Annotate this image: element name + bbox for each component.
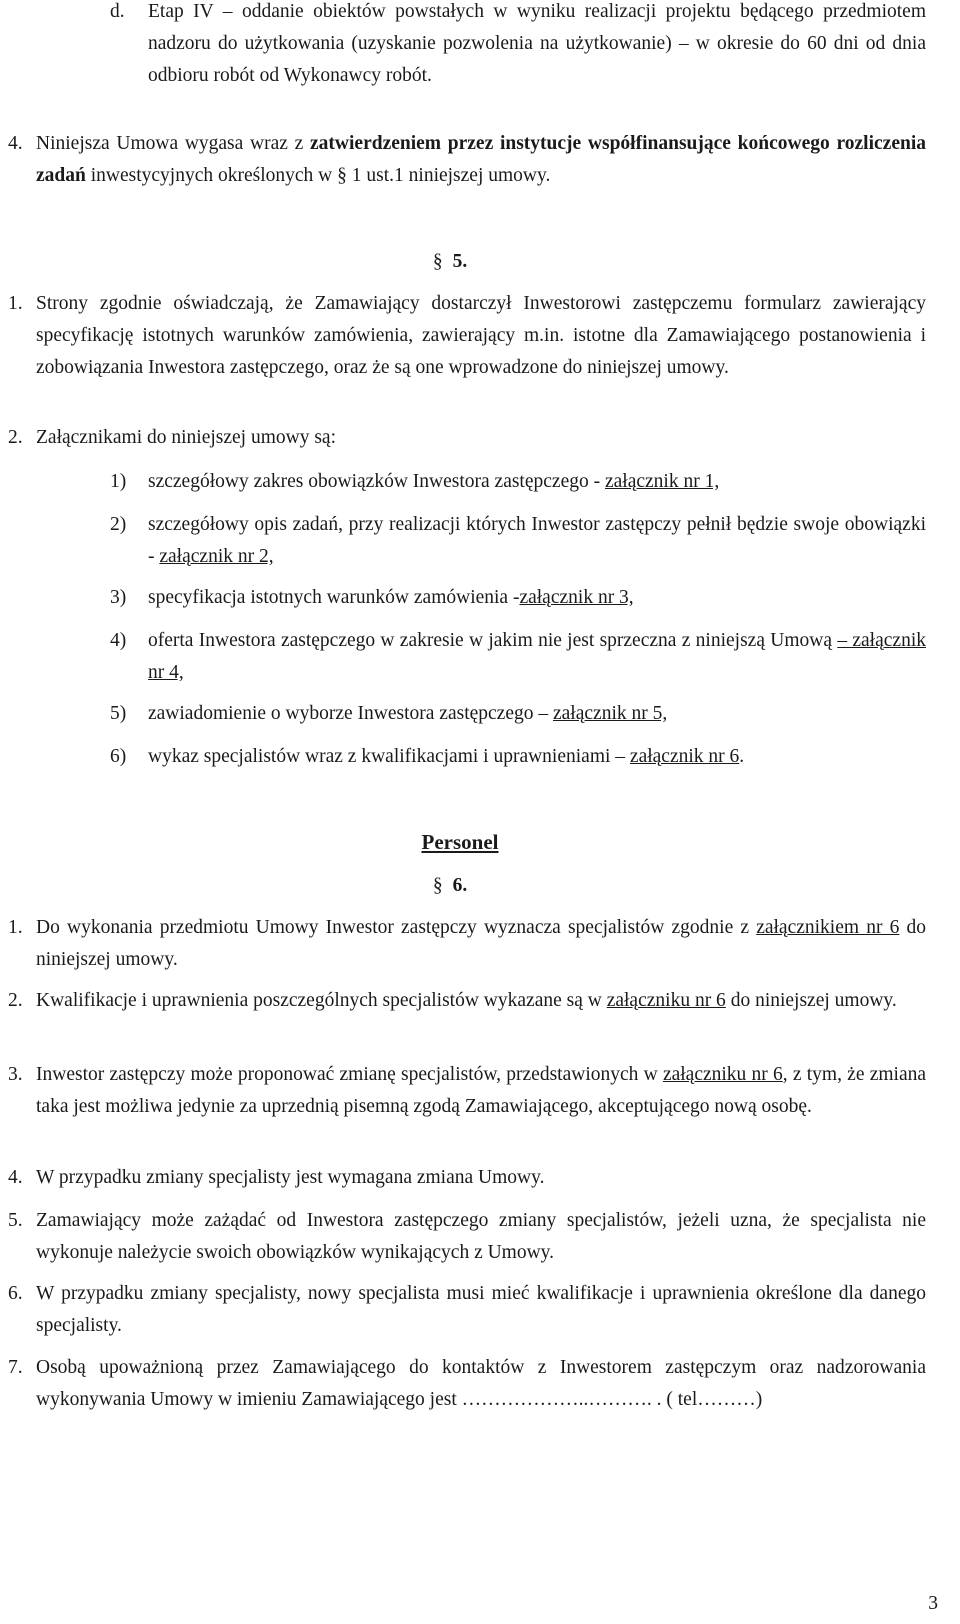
- list-item-number: 2): [110, 514, 127, 535]
- section-6-title: [380, 826, 540, 858]
- list-item-post: .: [739, 746, 745, 767]
- s6-item-number: 4.: [8, 1167, 23, 1188]
- s6-item-post: , z tym, że zmiana taka jest możliwa jedynie za uprzednią pisemną zgodą Zamawiającego, akceptującego nową osobę.: [36, 1064, 926, 1117]
- section-5-heading: [400, 246, 500, 278]
- attachment-reference: załącznikiem nr 6: [756, 917, 900, 938]
- item-4-post: inwestycyjnych określonych w § 1 ust.1 niniejszej umowy.: [85, 165, 551, 186]
- item-4-text: [36, 128, 926, 192]
- item-4-number: 4.: [8, 133, 23, 154]
- s6-item-post: do niniejszej umowy.: [36, 917, 926, 970]
- item-d-number: d.: [110, 1, 125, 22]
- list-item: [148, 582, 926, 614]
- section-symbol: §: [432, 875, 443, 896]
- list-item-number: 3): [110, 587, 127, 608]
- s6-item-text: Osobą upoważnioną przez Zamawiającego do kontaktów z Inwestorem zastępczym oraz nadzorowania wykonywania Umowy w imieniu Zamawiającego jest ………………..………. . ( tel………): [36, 1357, 926, 1410]
- section-symbol: §: [432, 251, 443, 272]
- attachment-reference: załączniku nr 6: [606, 990, 726, 1011]
- s6-item-number: 3.: [8, 1064, 23, 1085]
- s6-item-number: 2.: [8, 990, 23, 1011]
- list-item: [148, 625, 926, 689]
- item-4-pre: Niniejsza Umowa wygasa wraz z: [36, 133, 311, 154]
- s6-item-text: Kwalifikacje i uprawnienia poszczególnych specjalistów wykazane są w: [36, 990, 607, 1011]
- s5-p1-text: Strony zgodnie oświadczają, że Zamawiający dostarczył Inwestorowi zastępczemu formularz zawierający specyfikację istotnych warunków zamówienia, zawierający m.in. istotne dla Zamawiającego postanowienia i zobowiązania Inwestora zastępczego, oraz że są one wprowadzone do niniejszej umowy.: [36, 293, 926, 378]
- s6-item-text: W przypadku zmiany specjalisty jest wymagana zmiana Umowy.: [36, 1167, 545, 1188]
- s5-p2-number: 2.: [8, 427, 23, 448]
- section-6-heading: [400, 870, 500, 902]
- attachment-reference: załącznik nr 2,: [159, 546, 274, 567]
- s6-item-text: Zamawiający może zażądać od Inwestora zastępczego zmiany specjalistów, jeżeli uzna, że specjalista nie wykonuje należycie swoich obowiązków wynikających z Umowy.: [36, 1210, 926, 1263]
- list-item-text: szczegółowy opis zadań, przy realizacji których Inwestor zastępczy pełnił będzie swoje obowiązki -: [148, 514, 926, 567]
- s6-item: [36, 912, 926, 976]
- s6-item-text: Inwestor zastępczy może proponować zmianę specjalistów, przedstawionych w: [36, 1064, 663, 1085]
- s5-p1-number: 1.: [8, 293, 23, 314]
- personnel-heading: Personel: [421, 830, 499, 854]
- s6-item-text: W przypadku zmiany specjalisty, nowy specjalista musi mieć kwalifikacje i uprawnienia określone dla danego specjalisty.: [36, 1283, 926, 1336]
- attachment-reference: załączniku nr 6: [662, 1064, 783, 1085]
- list-item: [148, 466, 926, 498]
- list-item-text: wykaz specjalistów wraz z kwalifikacjami i uprawnieniami –: [148, 746, 630, 767]
- section-6-number: 6.: [452, 875, 468, 896]
- attachment-reference: załącznik nr 1,: [604, 471, 720, 492]
- attachment-reference: załącznik nr 6: [629, 746, 740, 767]
- list-item-text: szczegółowy zakres obowiązków Inwestora zastępczego -: [148, 471, 605, 492]
- list-item-text: oferta Inwestora zastępczego w zakresie w jakim nie jest sprzeczna z niniejszą Umową: [148, 630, 838, 651]
- s6-item-number: 7.: [8, 1357, 23, 1378]
- s6-item-text: Do wykonania przedmiotu Umowy Inwestor zastępczy wyznacza specjalistów zgodnie z: [36, 917, 757, 938]
- list-item: [148, 509, 926, 573]
- list-item-number: 1): [110, 471, 127, 492]
- s6-item-number: 6.: [8, 1283, 23, 1304]
- s6-item: [36, 985, 926, 1017]
- list-item-number: 4): [110, 630, 127, 651]
- attachment-reference: – załącznik nr 4,: [148, 630, 926, 683]
- s6-item-number: 1.: [8, 917, 23, 938]
- item-4-bold: zatwierdzeniem przez instytucje współfinansujące końcowego rozliczenia zadań: [36, 133, 926, 186]
- list-item-text: specyfikacja istotnych warunków zamówienia -: [148, 587, 520, 608]
- attachment-reference: załącznik nr 5,: [553, 703, 668, 724]
- s6-item-post: do niniejszej umowy.: [725, 990, 897, 1011]
- section-5-number: 5.: [452, 251, 468, 272]
- list-item: [148, 698, 926, 730]
- list-item-number: 5): [110, 703, 127, 724]
- s6-item-number: 5.: [8, 1210, 23, 1231]
- s6-item: [36, 1059, 926, 1123]
- list-item-text: zawiadomienie o wyborze Inwestora zastępczego –: [148, 703, 553, 724]
- item-d-text: Etap IV – oddanie obiektów powstałych w wyniku realizacji projektu będącego przedmiotem nadzoru do użytkowania (uzyskanie pozwolenia na użytkowanie) – w okresie do 60 dni od dnia odbioru robót od Wykonawcy robót.: [148, 1, 926, 86]
- list-item: [148, 741, 926, 773]
- page-number: 3: [928, 1593, 938, 1614]
- list-item-number: 6): [110, 746, 127, 767]
- s5-p2-text: Załącznikami do niniejszej umowy są:: [36, 427, 336, 448]
- attachment-reference: załącznik nr 3,: [519, 587, 634, 608]
